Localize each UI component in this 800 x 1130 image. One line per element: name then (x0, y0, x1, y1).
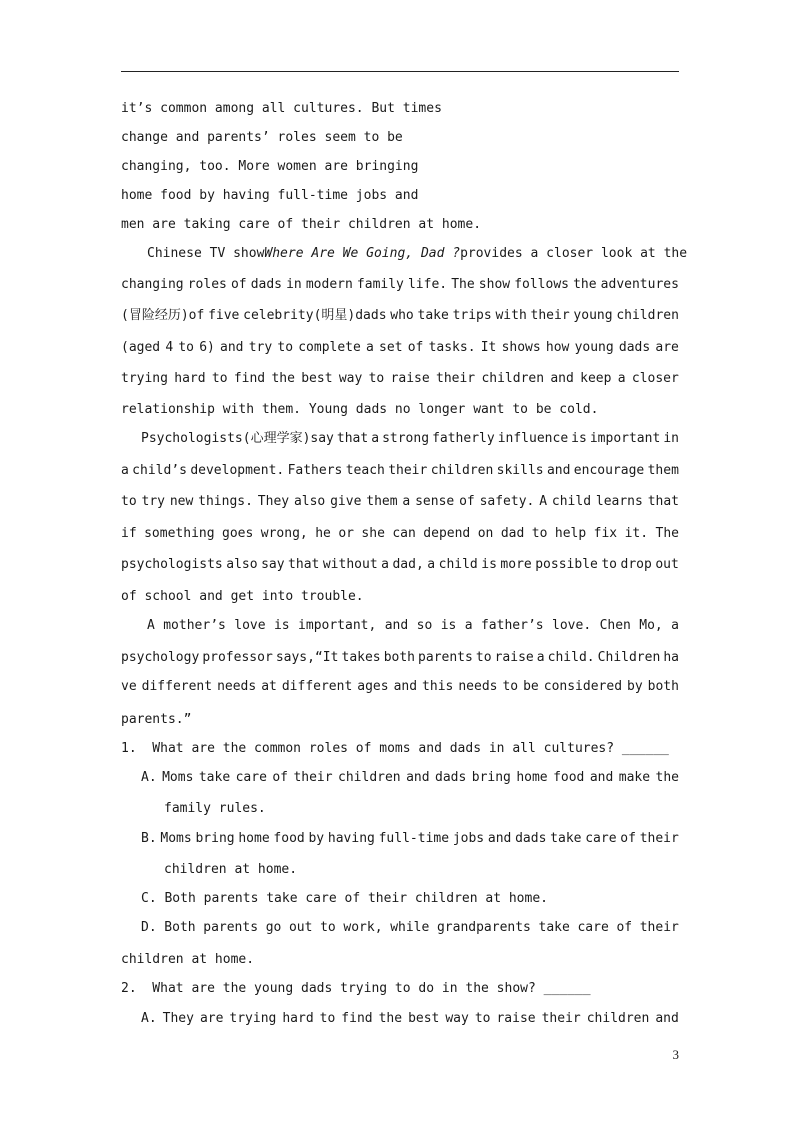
word: dads (618, 340, 651, 355)
word: young (574, 340, 614, 355)
paragraph-line: of school and get into trouble. (121, 589, 364, 604)
word: 6) (199, 340, 215, 355)
word: home (516, 770, 548, 785)
word: to (601, 557, 618, 572)
header-rule (121, 71, 679, 72)
word: if (121, 526, 137, 541)
word: to (211, 371, 228, 386)
word: teach (345, 463, 385, 478)
word: this (422, 679, 454, 694)
word: celebrity(明星)dads (243, 308, 387, 323)
word: trips (452, 308, 492, 323)
word: important, (298, 618, 377, 633)
word: (aged (121, 340, 161, 355)
option-a (141, 1010, 679, 1028)
word: to (319, 1011, 336, 1026)
word: try (248, 340, 273, 355)
word: Mo, (639, 618, 663, 633)
question-stem: 2. What are the young dads trying to do in the show? ______ (121, 981, 591, 996)
word: in (663, 431, 679, 446)
word: a (671, 618, 679, 633)
word: dads (250, 277, 283, 292)
word: ha (663, 650, 679, 665)
word: care (577, 920, 609, 935)
word: trying (121, 371, 168, 386)
word: to (531, 526, 548, 541)
word: bring (195, 831, 235, 846)
word: modern (305, 277, 353, 292)
word: both (383, 650, 415, 665)
word: depend (423, 526, 471, 541)
word: dads (515, 831, 547, 846)
word: take (417, 308, 449, 323)
word: hard (282, 1011, 314, 1026)
show-title: Where Are We Going, Dad ? (264, 246, 461, 261)
word: A. (141, 1011, 157, 1026)
word: care (235, 770, 267, 785)
word: a (366, 340, 374, 355)
word: help (554, 526, 587, 541)
word: care (585, 831, 617, 846)
word: and (589, 770, 614, 785)
word: roles (187, 277, 227, 292)
word: and (487, 831, 512, 846)
word: take (538, 920, 570, 935)
word: needs (458, 679, 498, 694)
word: five (208, 308, 240, 323)
word: closer (631, 371, 679, 386)
word: raise (494, 650, 534, 665)
word: drop (620, 557, 652, 572)
word: make (618, 770, 651, 785)
word: psychology (121, 650, 200, 665)
word: parents (418, 650, 473, 665)
word: ages (357, 679, 389, 694)
word: are (655, 340, 679, 355)
word: It (480, 340, 497, 355)
word: child (438, 557, 478, 572)
word: a (617, 371, 626, 386)
word: is (481, 557, 497, 572)
word: to (277, 340, 294, 355)
word: Psychologists(心理学家)say (141, 431, 334, 446)
word: children (430, 463, 494, 478)
word: ve (121, 679, 137, 694)
word: who (390, 308, 414, 323)
word: young (573, 308, 613, 323)
word: a (536, 650, 545, 665)
word: best (301, 371, 333, 386)
text-line: men are taking care of their children at home. (121, 217, 482, 232)
word: to (121, 494, 137, 509)
word: on (477, 526, 494, 541)
word: development. (190, 463, 285, 478)
word: without (322, 557, 378, 572)
word: father’s (480, 618, 544, 633)
word: be (523, 679, 539, 694)
word: is (440, 618, 457, 633)
word: give (330, 494, 362, 509)
word: also (293, 494, 326, 509)
word: their (639, 831, 679, 846)
word: a (121, 463, 129, 478)
word: to (474, 1011, 491, 1026)
word: the (655, 770, 679, 785)
word: new (169, 494, 194, 509)
word: professor (202, 650, 273, 665)
word: and (393, 679, 418, 694)
word: to (475, 650, 492, 665)
word: having (327, 831, 375, 846)
text-line: home food by having full-time jobs and (121, 188, 419, 203)
word: child’s (132, 463, 187, 478)
word: Fathers (287, 463, 343, 478)
word: their (436, 371, 476, 386)
word: their (541, 1011, 581, 1026)
word: of (230, 277, 247, 292)
word: child. (547, 650, 595, 665)
word: psychologists (121, 557, 223, 572)
word: says,“It (275, 650, 339, 665)
word: of (407, 340, 424, 355)
word: their (530, 308, 570, 323)
word: while (390, 920, 430, 935)
word: A. (141, 770, 157, 785)
word: adventures (600, 277, 679, 292)
word: set (379, 340, 403, 355)
word: that (336, 431, 369, 446)
word: D. (141, 920, 157, 935)
word: and (220, 340, 244, 355)
word: influence (497, 431, 569, 446)
word: are (199, 1011, 224, 1026)
word: strong (382, 431, 430, 446)
word: tasks. (428, 340, 476, 355)
word: their (293, 770, 333, 785)
word: by (627, 679, 643, 694)
word: their (388, 463, 428, 478)
word: more (500, 557, 532, 572)
word: out (655, 557, 679, 572)
word: say (261, 557, 285, 572)
word: and (406, 770, 430, 785)
word: dad (500, 526, 525, 541)
word: it. (624, 526, 649, 541)
word: take (550, 831, 582, 846)
word: fix (593, 526, 618, 541)
word: skills (496, 463, 544, 478)
word: A (147, 618, 155, 633)
word: a (427, 557, 436, 572)
word: children (338, 770, 401, 785)
word: a (402, 494, 411, 509)
word: that (288, 557, 320, 572)
word: to (178, 340, 194, 355)
word: family (356, 277, 404, 292)
word: something (144, 526, 215, 541)
paragraph-line (121, 678, 679, 696)
word: a (381, 557, 389, 572)
word: at (261, 679, 277, 694)
text-line: change and parents’ roles seem to be (121, 130, 403, 145)
word: full-time (378, 831, 450, 846)
text-segment: Chinese TV show (147, 246, 265, 261)
word: to (320, 920, 336, 935)
word: changing (121, 277, 184, 292)
word: food (553, 770, 585, 785)
word: and (550, 371, 574, 386)
word: parents (203, 920, 259, 935)
word: dad, (392, 557, 424, 572)
word: them (647, 463, 679, 478)
word: raise (496, 1011, 536, 1026)
paragraph-line (121, 276, 679, 294)
text-line: changing, too. More women are bringing (121, 159, 419, 174)
option-c: C. Both parents take care of their children at home. (141, 891, 548, 906)
option-b-cont: children at home. (164, 862, 298, 877)
word: Children (597, 650, 661, 665)
word: to (368, 371, 385, 386)
paragraph-line: parents.” (121, 712, 192, 727)
word: child (551, 494, 592, 509)
word: both (647, 679, 679, 694)
word: of (620, 831, 636, 846)
word: possible (535, 557, 598, 572)
word: of (459, 494, 475, 509)
word: sense (415, 494, 455, 509)
word: life. (407, 277, 448, 292)
paragraph-line (147, 617, 679, 635)
word: dads (435, 770, 467, 785)
word: raise (390, 371, 430, 386)
word: try (141, 494, 165, 509)
word: A (539, 494, 548, 509)
word: to (502, 679, 519, 694)
word: he (315, 526, 331, 541)
paragraph-line (121, 370, 679, 388)
word: shows (501, 340, 541, 355)
word: home (238, 831, 270, 846)
word: a (371, 431, 380, 446)
word: needs (217, 679, 257, 694)
text-line: it’s common among all cultures. But times (121, 101, 442, 116)
text-segment: provides a closer look at the (460, 246, 688, 261)
word: important (589, 431, 661, 446)
word: find (341, 1011, 373, 1026)
word: is (571, 431, 587, 446)
word: jobs (452, 831, 485, 846)
word: (冒险经历)of (121, 308, 205, 323)
word: of (272, 770, 288, 785)
paragraph-line (121, 556, 679, 574)
word: is (273, 618, 290, 633)
word: out (288, 920, 313, 935)
word: children (586, 1011, 650, 1026)
word: food (273, 831, 305, 846)
paragraph-line (147, 245, 688, 263)
word: work, (343, 920, 383, 935)
word: wrong, (260, 526, 308, 541)
word: learns (595, 494, 643, 509)
word: B. (141, 831, 157, 846)
word: also (226, 557, 258, 572)
word: Chen (599, 618, 631, 633)
word: complete (298, 340, 361, 355)
word: The (655, 526, 679, 541)
word: trying (229, 1011, 277, 1026)
paragraph-line: relationship with them. Young dads no longer want to be cold. (121, 402, 599, 417)
word: grandparents (436, 920, 531, 935)
word: she (361, 526, 385, 541)
word: and (655, 1011, 679, 1026)
word: show (478, 277, 511, 292)
word: follows (514, 277, 569, 292)
word: goes (222, 526, 254, 541)
word: in (286, 277, 302, 292)
word: the (573, 277, 597, 292)
paragraph-line (121, 525, 679, 543)
word: children (481, 371, 545, 386)
option-d (141, 919, 679, 937)
word: can (392, 526, 416, 541)
option-b (141, 830, 679, 848)
word: way (338, 371, 363, 386)
word: different (141, 679, 213, 694)
word: them (366, 494, 398, 509)
word: different (281, 679, 353, 694)
word: and (546, 463, 571, 478)
word: so (416, 618, 433, 633)
option-a (141, 769, 679, 787)
option-d-cont: children at home. (121, 952, 255, 967)
word: considered (543, 679, 623, 694)
paragraph-line (121, 493, 679, 511)
word: Moms (160, 831, 192, 846)
word: how (545, 340, 570, 355)
word: love. (552, 618, 592, 633)
word: their (639, 920, 679, 935)
word: bring (471, 770, 511, 785)
word: encourage (573, 463, 645, 478)
word: 4 (165, 340, 174, 355)
word: and (384, 618, 409, 633)
paragraph-line (141, 430, 679, 448)
word: keep (580, 371, 612, 386)
word: the (271, 371, 295, 386)
word: the (378, 1011, 403, 1026)
word: that (647, 494, 679, 509)
word: fatherly (432, 431, 495, 446)
word: way (445, 1011, 469, 1026)
word: They (257, 494, 290, 509)
word: They (162, 1011, 194, 1026)
word: hard (174, 371, 206, 386)
word: of (616, 920, 633, 935)
word: best (408, 1011, 440, 1026)
word: with (495, 308, 527, 323)
word: The (451, 277, 475, 292)
word: children (616, 308, 679, 323)
question-stem: 1. What are the common roles of moms and dads in all cultures? ______ (121, 741, 669, 756)
paragraph-line (121, 649, 679, 667)
word: Moms (162, 770, 194, 785)
word: love (234, 618, 266, 633)
word: safety. (479, 494, 535, 509)
word: or (338, 526, 354, 541)
paragraph-line (121, 307, 679, 325)
paragraph-line (121, 462, 679, 480)
word: go (265, 920, 282, 935)
word: a (464, 618, 473, 633)
word: find (233, 371, 266, 386)
word: mother’s (163, 618, 226, 633)
option-a-cont: family rules. (164, 801, 266, 816)
word: Both (164, 920, 196, 935)
page-number: 3 (672, 1047, 679, 1062)
word: by (308, 831, 325, 846)
word: things. (198, 494, 253, 509)
word: takes (341, 650, 381, 665)
paragraph-line (121, 339, 679, 357)
word: take (198, 770, 231, 785)
